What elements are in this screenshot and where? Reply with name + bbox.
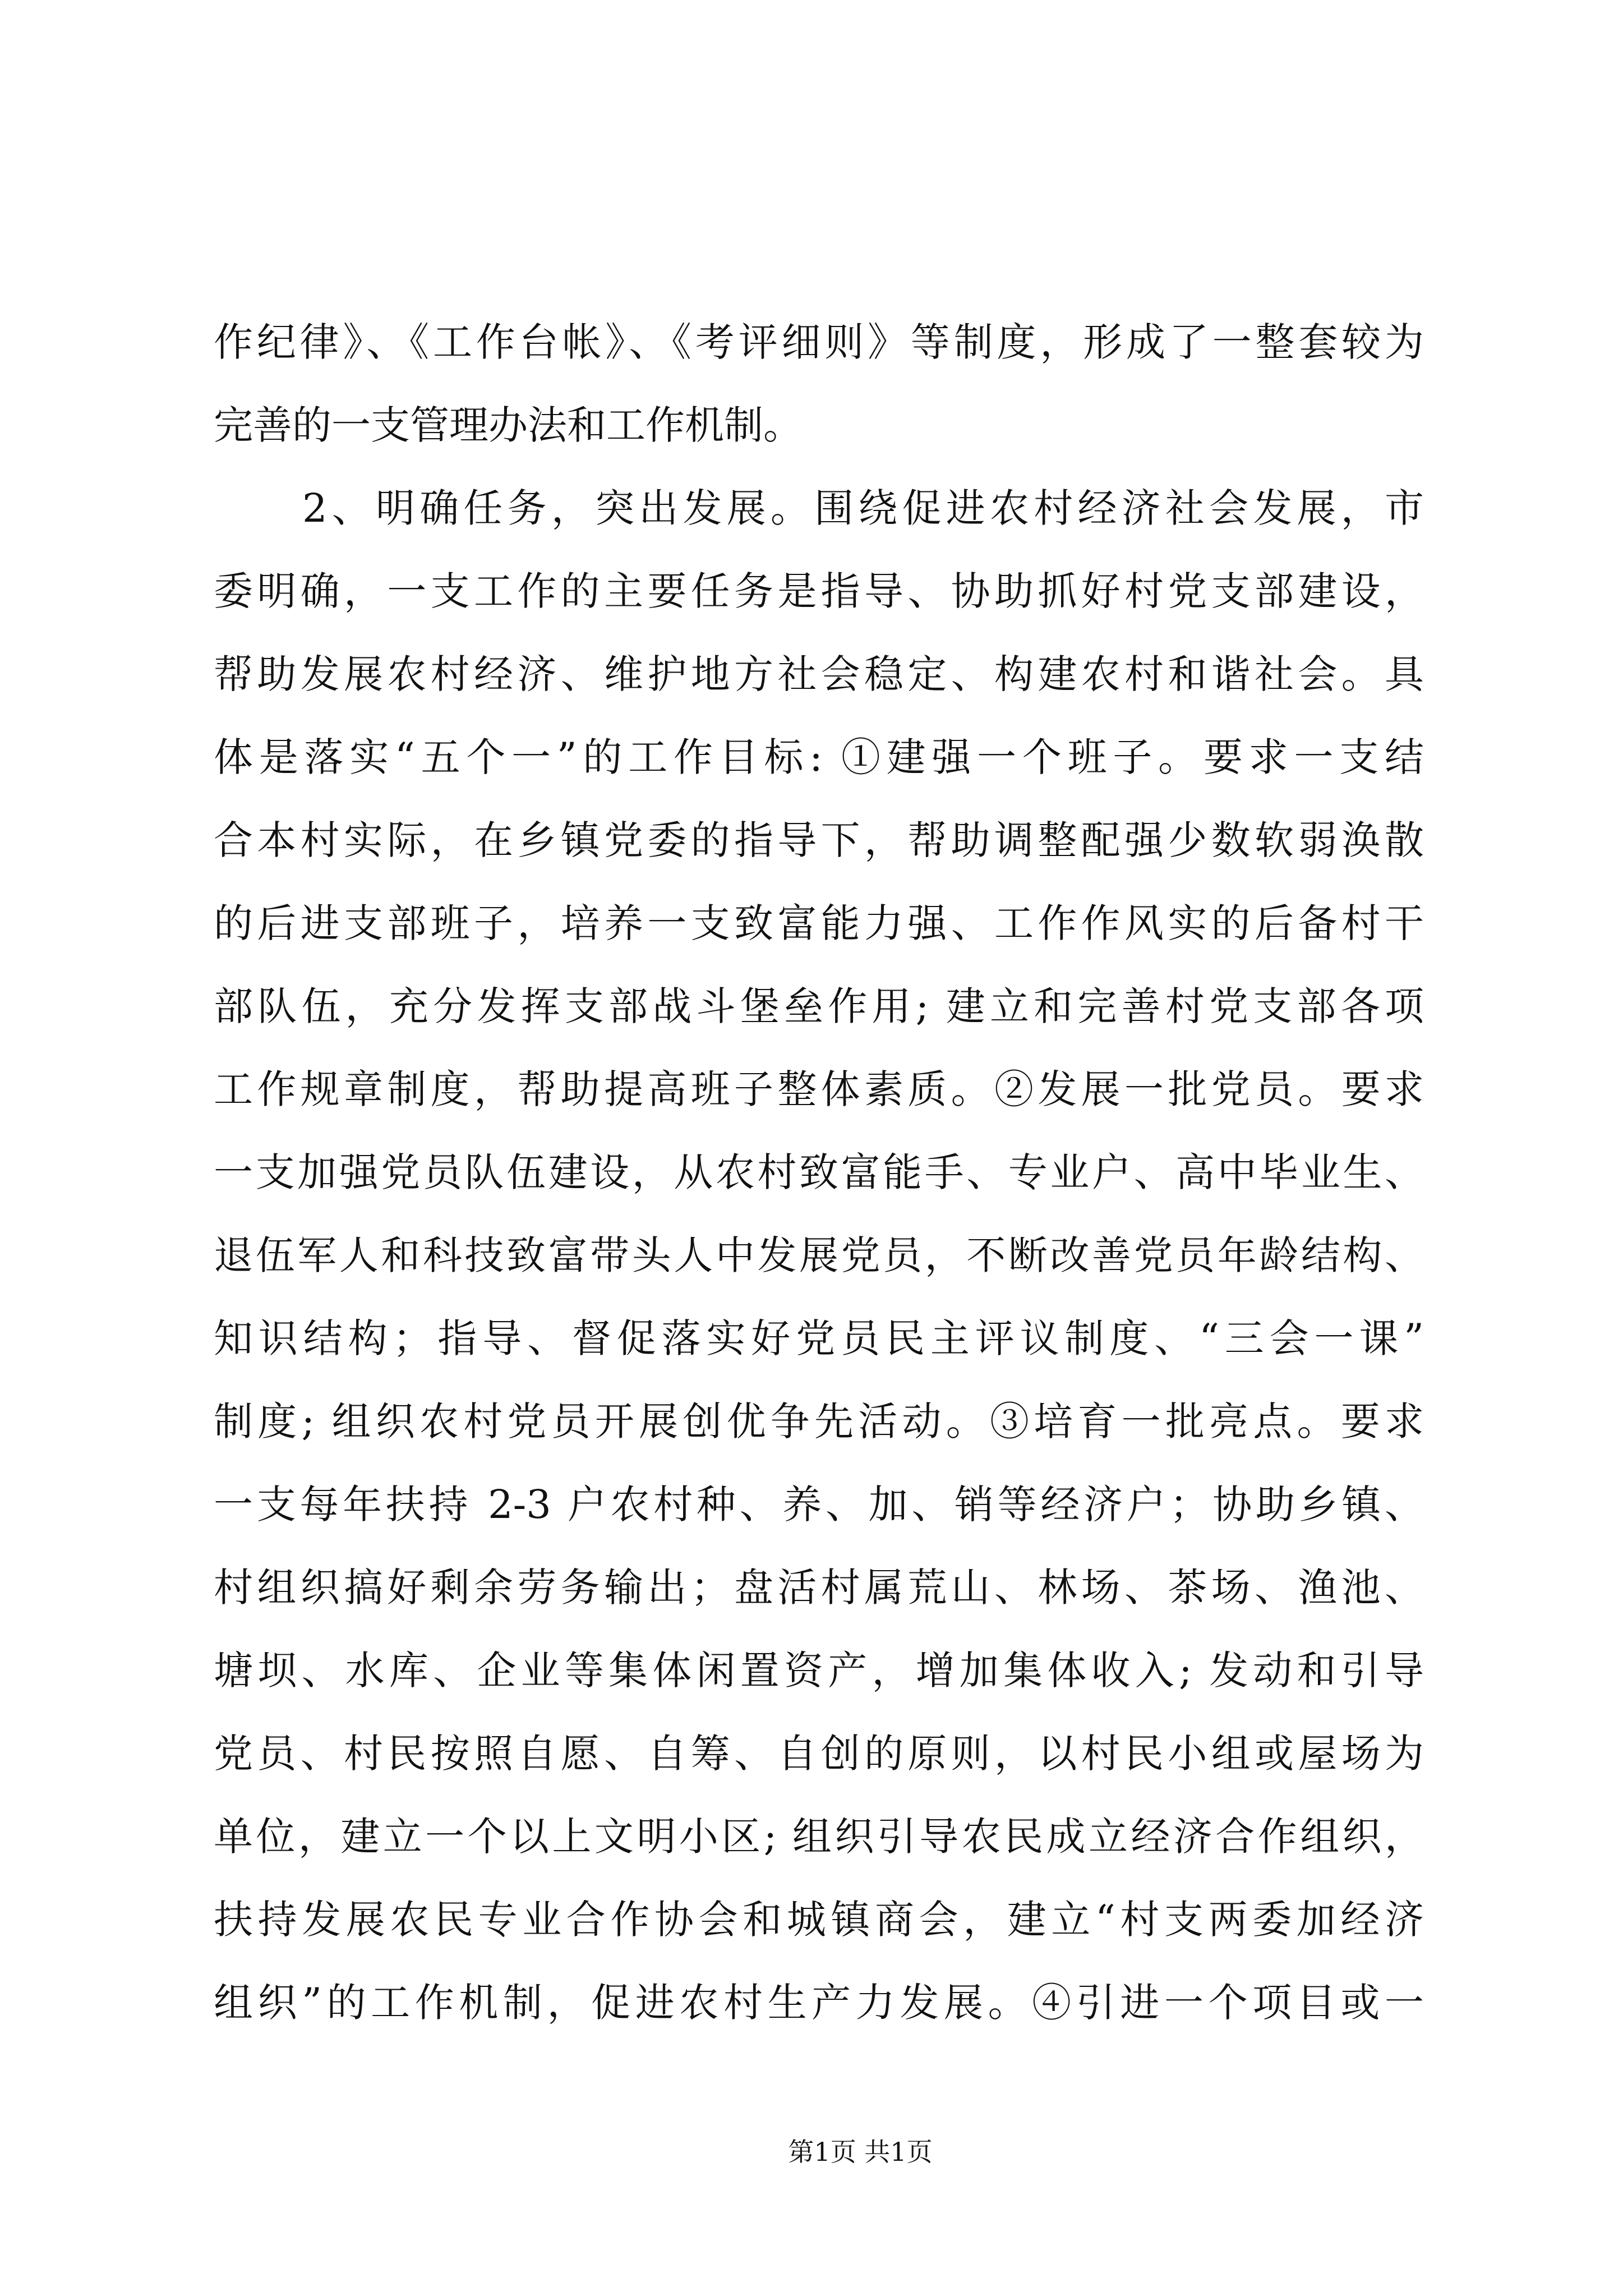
text-line: 帮助发展农村经济、维护地方社会稳定、构建农村和谐社会。具 (214, 651, 1424, 697)
text-line: 合本村实际，在乡镇党委的指导下，帮助调整配强少数软弱涣散 (214, 817, 1424, 863)
text-line: 委明确，一支工作的主要任务是指导、协助抓好村党支部建设， (214, 568, 1424, 614)
text-line: 村组织搞好剩余劳务输出；盘活村属荒山、林场、茶场、渔池、 (214, 1565, 1424, 1611)
text-line: 一支加强党员队伍建设，从农村致富能手、专业户、高中毕业生、 (214, 1149, 1424, 1195)
text-line: 知识结构；指导、督促落实好党员民主评议制度、“三会一课” (214, 1315, 1424, 1361)
text-line: 制度; 组织农村党员开展创优争先活动。③培育一批亮点。要求 (214, 1398, 1424, 1444)
text-line: 完善的一支管理办法和工作机制。 (214, 402, 803, 448)
paragraph-2 (214, 467, 1424, 2044)
text-line: 扶持发展农民专业合作协会和城镇商会，建立“村支两委加经济 (214, 1897, 1424, 1943)
text-line: 党员、村民按照自愿、自筹、自创的原则，以村民小组或屋场为 (214, 1731, 1424, 1777)
text-line: 组织”的工作机制，促进农村生产力发展。④引进一个项目或一 (214, 1980, 1424, 2026)
text-line: 塘坝、水库、企业等集体闲置资产，增加集体收入; 发动和引导 (214, 1648, 1424, 1694)
page-footer: 第1页 共1页 (788, 2137, 933, 2167)
text-line: 单位，建立一个以上文明小区; 组织引导农民成立经济合作组织， (214, 1814, 1424, 1860)
document-body (214, 301, 1424, 2044)
text-line: 一支每年扶持 2-3 户农村种、养、加、销等经济户；协助乡镇、 (214, 1481, 1424, 1527)
text-line: 体是落实“五个一”的工作目标: ①建强一个班子。要求一支结 (214, 734, 1424, 780)
text-line: 的后进支部班子，培养一支致富能力强、工作作风实的后备村干 (214, 900, 1424, 946)
text-line: 部队伍，充分发挥支部战斗堡垒作用; 建立和完善村党支部各项 (214, 983, 1424, 1029)
text-line: 作纪律》、《工作台帐》、《考评细则》等制度，形成了一整套较为 (214, 319, 1424, 365)
text-line: 2、明确任务，突出发展。围绕促进农村经济社会发展，市 (302, 485, 1424, 531)
text-line: 工作规章制度，帮助提高班子整体素质。②发展一批党员。要求 (214, 1066, 1424, 1112)
paragraph-1 (214, 301, 1424, 467)
text-line: 退伍军人和科技致富带头人中发展党员，不断改善党员年龄结构、 (214, 1232, 1424, 1278)
